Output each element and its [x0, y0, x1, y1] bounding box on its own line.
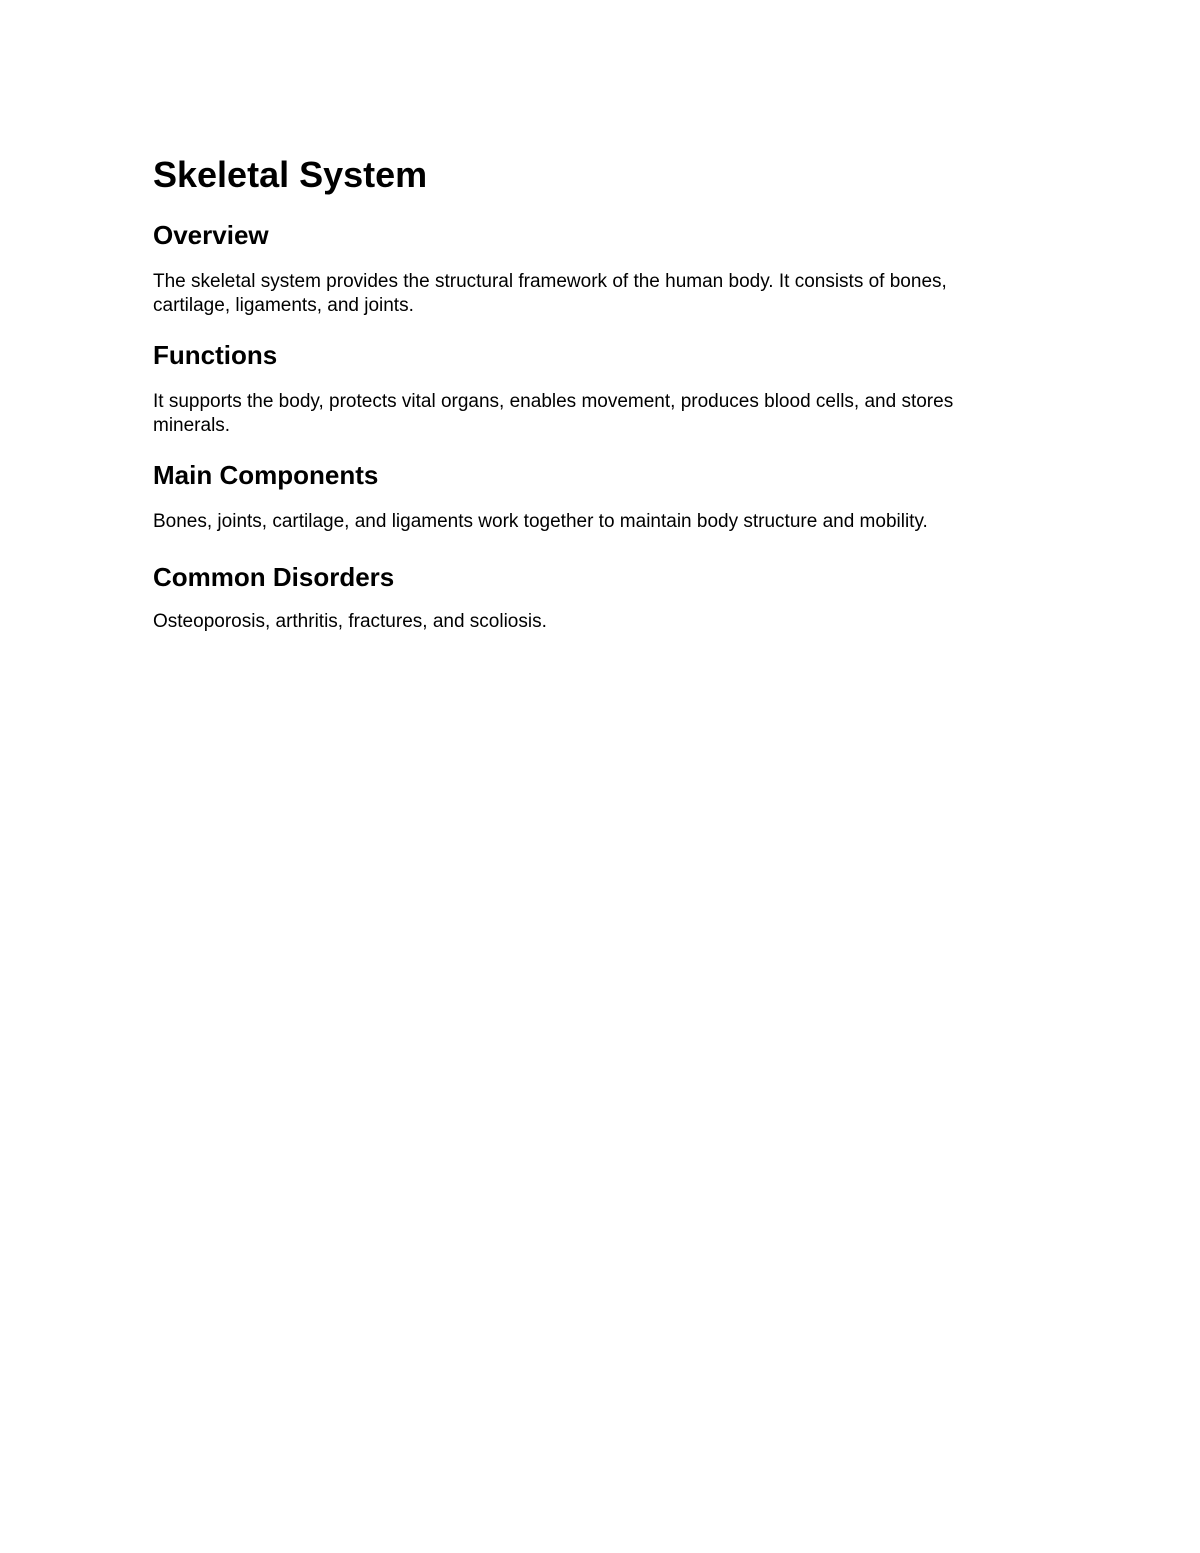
section-overview — [153, 218, 1013, 318]
section-text-main-components: Bones, joints, cartilage, and ligaments work together to maintain body structure and mobility. — [153, 511, 928, 532]
document-content — [153, 152, 1013, 634]
section-text-functions: It supports the body, protects vital organs, enables movement, produces blood cells, and stores minerals. — [153, 391, 954, 436]
document-title: Skeletal System — [153, 154, 428, 195]
section-heading-main-components: Main Components — [153, 460, 379, 490]
section-text-common-disorders: Osteoporosis, arthritis, fractures, and scoliosis. — [153, 611, 547, 632]
section-heading-overview: Overview — [153, 220, 269, 250]
section-common-disorders — [153, 560, 1013, 634]
section-text-overview: The skeletal system provides the structural framework of the human body. It consists of bones, cartilage, ligaments, and joints. — [153, 271, 947, 316]
section-functions — [153, 338, 1013, 438]
section-heading-common-disorders: Common Disorders — [153, 562, 395, 592]
section-heading-functions: Functions — [153, 340, 278, 370]
section-main-components — [153, 458, 1013, 534]
